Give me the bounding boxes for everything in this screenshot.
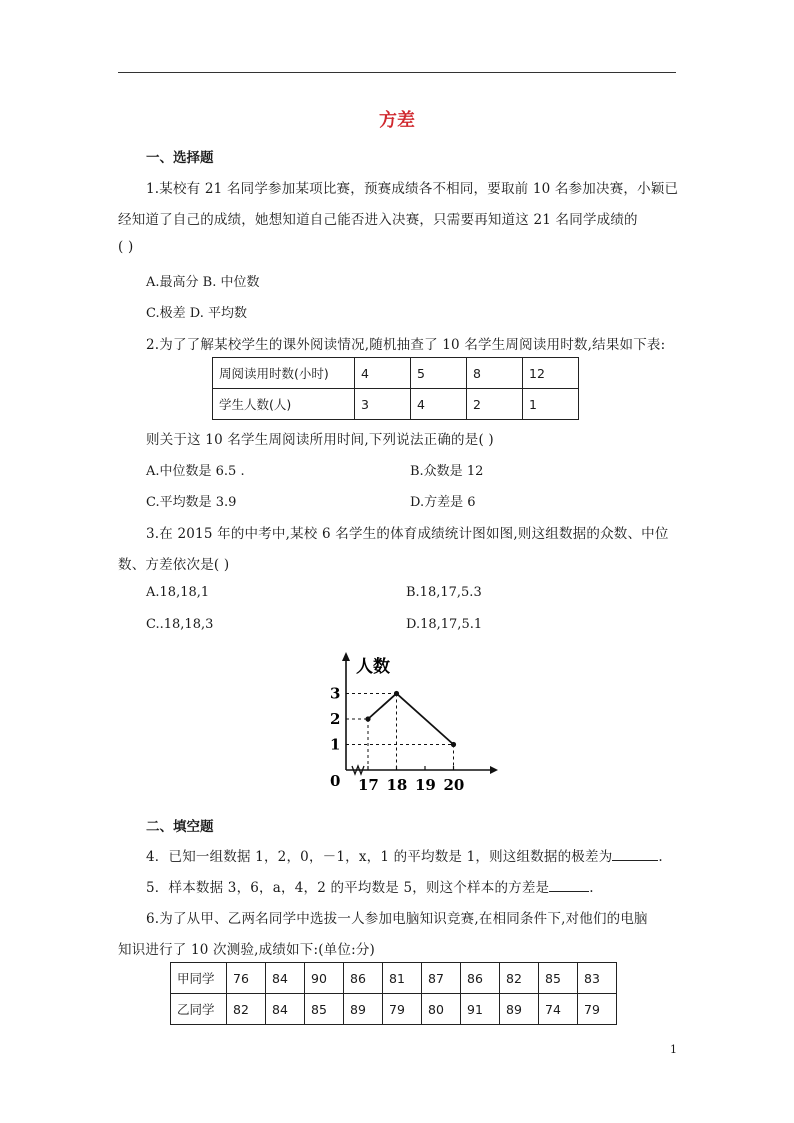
table-row (213, 389, 579, 420)
table-cell: 81 (383, 963, 422, 994)
table-row-header: 周阅读用时数(小时) (213, 358, 355, 389)
q3-option-a: A.18,18,1 (146, 585, 210, 600)
q4-answer-blank[interactable] (612, 848, 658, 861)
table-cell: 5 (411, 358, 467, 389)
table-row (213, 358, 579, 389)
table-cell: 85 (305, 994, 344, 1025)
table-cell: 83 (578, 963, 617, 994)
table-cell: 84 (266, 994, 305, 1025)
q3-line2: 数、方差依次是( ) (118, 557, 230, 573)
table-cell: 82 (500, 963, 539, 994)
q1-line3: ( ) (118, 239, 134, 255)
x-tick-label: 19 (415, 776, 436, 794)
table-row-header: 乙同学 (171, 994, 227, 1025)
q1-line2: 经知道了自己的成绩，她想知道自己能否进入决赛，只需要再知道这 21 名同学成绩的 (118, 212, 638, 228)
q3-option-b: B.18,17,5.3 (406, 585, 482, 600)
page-number: 1 (670, 1043, 677, 1056)
q4-suffix: . (658, 849, 663, 865)
table-cell: 76 (227, 963, 266, 994)
q5-text (146, 876, 594, 896)
q6-line2: 知识进行了 10 次测验,成绩如下:(单位:分) (118, 942, 375, 958)
page-title: 方差 (379, 110, 415, 131)
section-heading-choice: 一、选择题 (146, 150, 214, 166)
x-axis-arrow (490, 766, 498, 774)
table-cell: 82 (227, 994, 266, 1025)
table-cell: 12 (523, 358, 579, 389)
q1-line1: 1.某校有 21 名同学参加某项比赛，预赛成绩各不相同，要取前 10 名参加决赛，小颖已 (146, 181, 679, 197)
header-rule (118, 72, 676, 73)
q2-option-c: C.平均数是 3.9 (146, 495, 237, 510)
origin-label: 0 (330, 772, 341, 790)
y-tick-label: 3 (330, 684, 341, 703)
q2-option-a: A.中位数是 6.5 . (146, 464, 245, 479)
table-cell: 80 (422, 994, 461, 1025)
q5-suffix: . (589, 880, 594, 896)
table-cell: 84 (266, 963, 305, 994)
q2-option-b: B.众数是 12 (410, 464, 484, 479)
data-point (394, 691, 399, 696)
q2-question: 则关于这 10 名学生周阅读所用时间,下列说法正确的是( ) (146, 432, 494, 448)
q1-options-ab: A.最高分 B. 中位数 (146, 275, 260, 290)
section-heading-fill: 二、填空题 (146, 819, 214, 835)
table-cell: 89 (500, 994, 539, 1025)
table-cell: 4 (355, 358, 411, 389)
q3-option-d: D.18,17,5.1 (406, 617, 483, 632)
q2-data-table (212, 357, 579, 420)
table-row (171, 963, 617, 994)
y-axis-arrow (342, 652, 350, 661)
y-tick-label: 1 (330, 735, 341, 754)
q4-text (146, 845, 663, 865)
q3-option-c: C..18,18,3 (146, 617, 214, 632)
table-cell: 90 (305, 963, 344, 994)
table-cell: 85 (539, 963, 578, 994)
table-cell: 2 (467, 389, 523, 420)
x-tick-label: 17 (358, 776, 379, 794)
table-cell: 86 (461, 963, 500, 994)
table-cell: 86 (344, 963, 383, 994)
score-distribution-chart (310, 648, 500, 798)
q5-answer-blank[interactable] (549, 879, 589, 892)
table-row (171, 994, 617, 1025)
y-axis-label: 人数 (356, 657, 390, 677)
table-cell: 1 (523, 389, 579, 420)
table-cell: 89 (344, 994, 383, 1025)
q6-score-table (170, 962, 617, 1025)
table-cell: 91 (461, 994, 500, 1025)
q6-line1: 6.为了从甲、乙两名同学中选拔一人参加电脑知识竞赛,在相同条件下,对他们的电脑 (146, 911, 648, 927)
q5-prefix: 5．样本数据 3，6，a，4，2 的平均数是 5，则这个样本的方差是 (146, 880, 550, 896)
series-line (368, 694, 454, 745)
q4-prefix: 4．已知一组数据 1，2，0，－1，x，1 的平均数是 1，则这组数据的极差为 (146, 849, 613, 865)
q1-options-cd: C.极差 D. 平均数 (146, 306, 247, 321)
table-cell: 79 (578, 994, 617, 1025)
table-cell: 79 (383, 994, 422, 1025)
q2-intro: 2.为了了解某校学生的课外阅读情况,随机抽查了 10 名学生周阅读用时数,结果如下表: (146, 337, 666, 353)
table-cell: 87 (422, 963, 461, 994)
x-tick-label: 18 (386, 776, 408, 794)
table-cell: 3 (355, 389, 411, 420)
data-point (451, 742, 456, 747)
table-cell: 74 (539, 994, 578, 1025)
table-row-header: 甲同学 (171, 963, 227, 994)
table-cell: 8 (467, 358, 523, 389)
x-tick-label: 20 (443, 776, 465, 794)
table-row-header: 学生人数(人) (213, 389, 355, 420)
table-cell: 4 (411, 389, 467, 420)
y-tick-label: 2 (330, 710, 341, 728)
data-point (365, 716, 370, 721)
q2-option-d: D.方差是 6 (410, 495, 476, 510)
q3-line1: 3.在 2015 年的中考中,某校 6 名学生的体育成绩统计图如图,则这组数据的众数、中位 (146, 526, 669, 542)
